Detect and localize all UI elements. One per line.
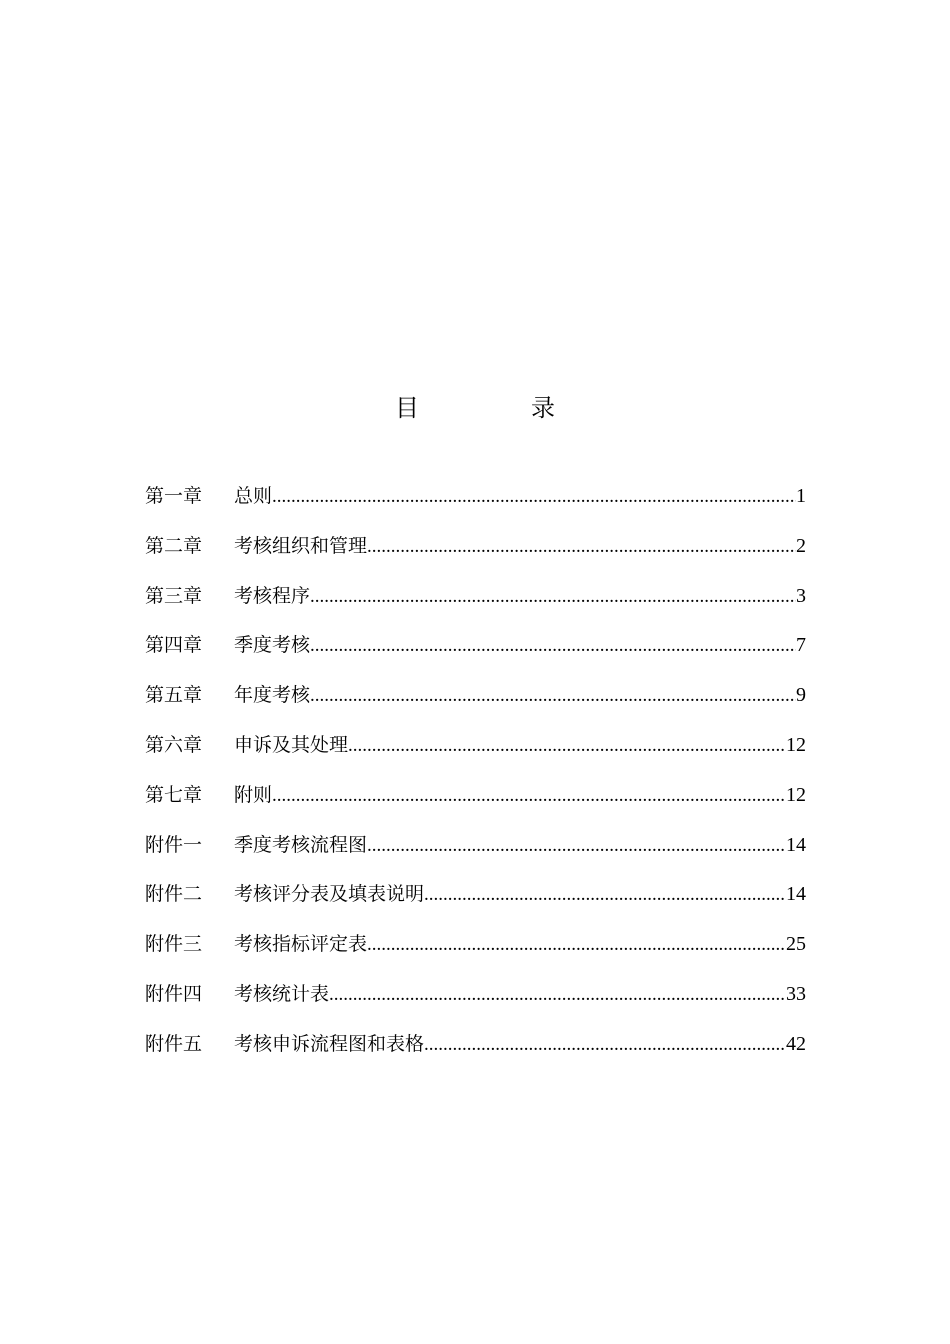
toc-entry[interactable]: [145, 729, 806, 779]
toc-leader-dots: [310, 630, 796, 662]
toc-entry-label: 附则: [234, 783, 273, 806]
toc-leader-dots: [272, 481, 796, 513]
toc-leader-dots: [367, 531, 796, 563]
toc-entry-number: 第七章: [145, 783, 203, 806]
toc-entry-page: 25: [786, 933, 806, 956]
toc-entry-page: 2: [796, 534, 806, 557]
toc-entry-number: 第六章: [145, 733, 203, 756]
toc-entry-label: 考核程序: [234, 584, 311, 607]
toc-leader-dots: [424, 879, 786, 911]
toc-entry[interactable]: [145, 530, 806, 580]
toc-entry[interactable]: [145, 580, 806, 630]
toc-entry-label: 总则: [234, 485, 273, 507]
toc-entry-page: 12: [786, 733, 806, 756]
toc-entry-page: 7: [796, 634, 806, 657]
toc-entry-number: 第三章: [145, 584, 203, 607]
toc-entry-label: 申诉及其处理: [234, 733, 349, 756]
toc-leader-dots: [272, 780, 786, 812]
toc-entry-number: 附件一: [145, 833, 203, 856]
toc-title: 目 录: [395, 394, 599, 422]
toc-entry-label: 季度考核流程图: [234, 833, 368, 856]
toc-entry-number: 第二章: [145, 534, 203, 557]
toc-leader-dots: [329, 979, 786, 1011]
toc-entry[interactable]: [145, 629, 806, 679]
toc-entry-number: 第五章: [145, 684, 203, 707]
toc-entry-label: 考核统计表: [234, 982, 330, 1005]
table-of-contents: [145, 480, 806, 1078]
toc-entry-number: 附件四: [145, 982, 203, 1005]
toc-entry[interactable]: [145, 878, 806, 928]
toc-entry-label: 考核组织和管理: [234, 534, 368, 557]
toc-entry-label: 考核申诉流程图和表格: [234, 1032, 425, 1055]
toc-entry-number: 附件三: [145, 933, 203, 956]
toc-entry-number: 附件二: [145, 883, 203, 906]
toc-entry[interactable]: [145, 829, 806, 879]
toc-entry-page: 14: [786, 833, 806, 856]
toc-entry-page: 12: [786, 783, 806, 806]
toc-leader-dots: [310, 680, 796, 712]
toc-entry-label: 考核指标评定表: [234, 933, 368, 956]
toc-entry[interactable]: [145, 978, 806, 1028]
toc-entry-page: 1: [796, 485, 806, 507]
toc-leader-dots: [310, 581, 796, 613]
toc-entry[interactable]: [145, 779, 806, 829]
toc-entry[interactable]: [145, 480, 806, 530]
toc-leader-dots: [367, 830, 786, 862]
toc-entry[interactable]: [145, 1028, 806, 1078]
toc-entry-number: 附件五: [145, 1032, 203, 1055]
toc-entry-label: 年度考核: [234, 684, 311, 707]
toc-entry-page: 33: [786, 982, 806, 1005]
toc-leader-dots: [424, 1029, 786, 1061]
toc-entry-page: 9: [796, 684, 806, 707]
toc-entry[interactable]: [145, 928, 806, 978]
toc-leader-dots: [367, 929, 786, 961]
toc-entry[interactable]: [145, 679, 806, 729]
toc-entry-page: 14: [786, 883, 806, 906]
toc-leader-dots: [348, 730, 786, 762]
toc-entry-number: 第四章: [145, 634, 203, 657]
toc-entry-label: 考核评分表及填表说明: [234, 883, 425, 906]
toc-entry-page: 42: [786, 1032, 806, 1055]
toc-entry-page: 3: [796, 584, 806, 607]
toc-entry-number: 第一章: [145, 485, 203, 507]
toc-entry-label: 季度考核: [234, 634, 311, 657]
